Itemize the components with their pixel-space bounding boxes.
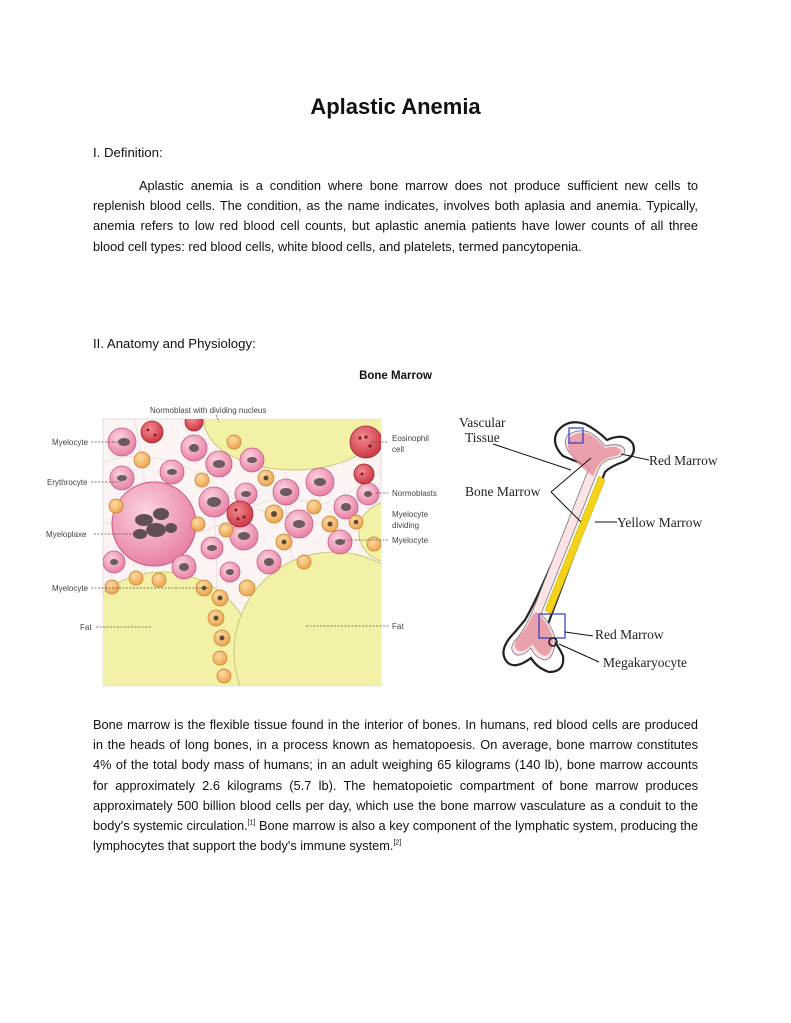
yellow-marrow <box>545 476 605 614</box>
label-myelocyte: Myelocyte <box>52 584 89 593</box>
label-fat: Fat <box>80 623 92 632</box>
citation-ref-2[interactable]: [2] <box>393 839 402 847</box>
page-title: Aplastic Anemia <box>310 94 481 119</box>
label-vascular: Vascular <box>459 415 506 430</box>
label-bone-marrow: Bone Marrow <box>465 484 541 499</box>
label-erythrocyte: Erythrocyte <box>47 478 88 487</box>
label-red-marrow-bottom: Red Marrow <box>595 627 664 642</box>
label-myelocyte: Myelocyte <box>52 438 89 447</box>
label-eosinophil-cell: cell <box>392 445 405 454</box>
section-heading-definition: I. Definition: <box>93 145 163 160</box>
citation-ref-1[interactable]: [1] <box>247 819 256 827</box>
label-red-marrow-top: Red Marrow <box>649 453 718 468</box>
micrograph-cells <box>67 402 434 690</box>
label-megakaryocyte: Megakaryocyte <box>603 655 687 670</box>
definition-text: Aplastic anemia is a condition where bone marrow does not produce sufficient new cells to replenish blood cells. The condition, as the name indicates, involves both aplasia and anemia. Typically, anemia refers to low red blood cell counts, but aplastic anemia patients have lower counts of all three blood cell types: red blood cells, white blood cells, and platelets, termed pancytopenia. <box>93 178 698 254</box>
definition-paragraph <box>93 176 698 257</box>
label-myelocyte-dividing: Myelocyte <box>392 510 429 519</box>
bone-marrow-text-1: Bone marrow is the flexible tissue found in the interior of bones. In humans, red blood cells are produced in the heads of long bones, in a process known as hematopoesis. On average, bone marrow constitutes 4% of the total body mass of humans; in an adult weighing 65 kilograms (140 lb), bone marrow accounts for approximately 2.6 kilograms (5.7 lb). The hematopoietic compartment of bone marrow produces approximately 500 billion blood cells per day, which use the bone marrow vasculature as a conduit to the body's systemic circulation. <box>93 717 698 834</box>
figure-caption: Bone Marrow <box>359 370 432 382</box>
label-myelocyte: Myelocyte <box>392 536 429 545</box>
long-bone-diagram <box>455 410 745 685</box>
label-myelocyte-dividing-2: dividing <box>392 521 420 530</box>
bone-marrow-micrograph <box>44 402 449 690</box>
label-eosinophil: Eosinophil <box>392 434 429 443</box>
label-tissue: Tissue <box>465 430 500 445</box>
label-fat: Fat <box>392 622 404 631</box>
bone-marrow-paragraph <box>93 715 698 856</box>
label-normoblasts: Normoblasts <box>392 489 437 498</box>
label-normoblast-dividing: Normoblast with dividing nucleus <box>150 406 267 415</box>
label-myeloplaxe: Myeloplaxe <box>46 530 87 539</box>
bone-marrow-text-2: Bone marrow is also a key component of the lymphatic system, producing the lymphocytes that support the body's immune system. <box>93 818 698 854</box>
section-heading-anatomy: II. Anatomy and Physiology: <box>93 336 256 351</box>
label-yellow-marrow: Yellow Marrow <box>617 515 703 530</box>
